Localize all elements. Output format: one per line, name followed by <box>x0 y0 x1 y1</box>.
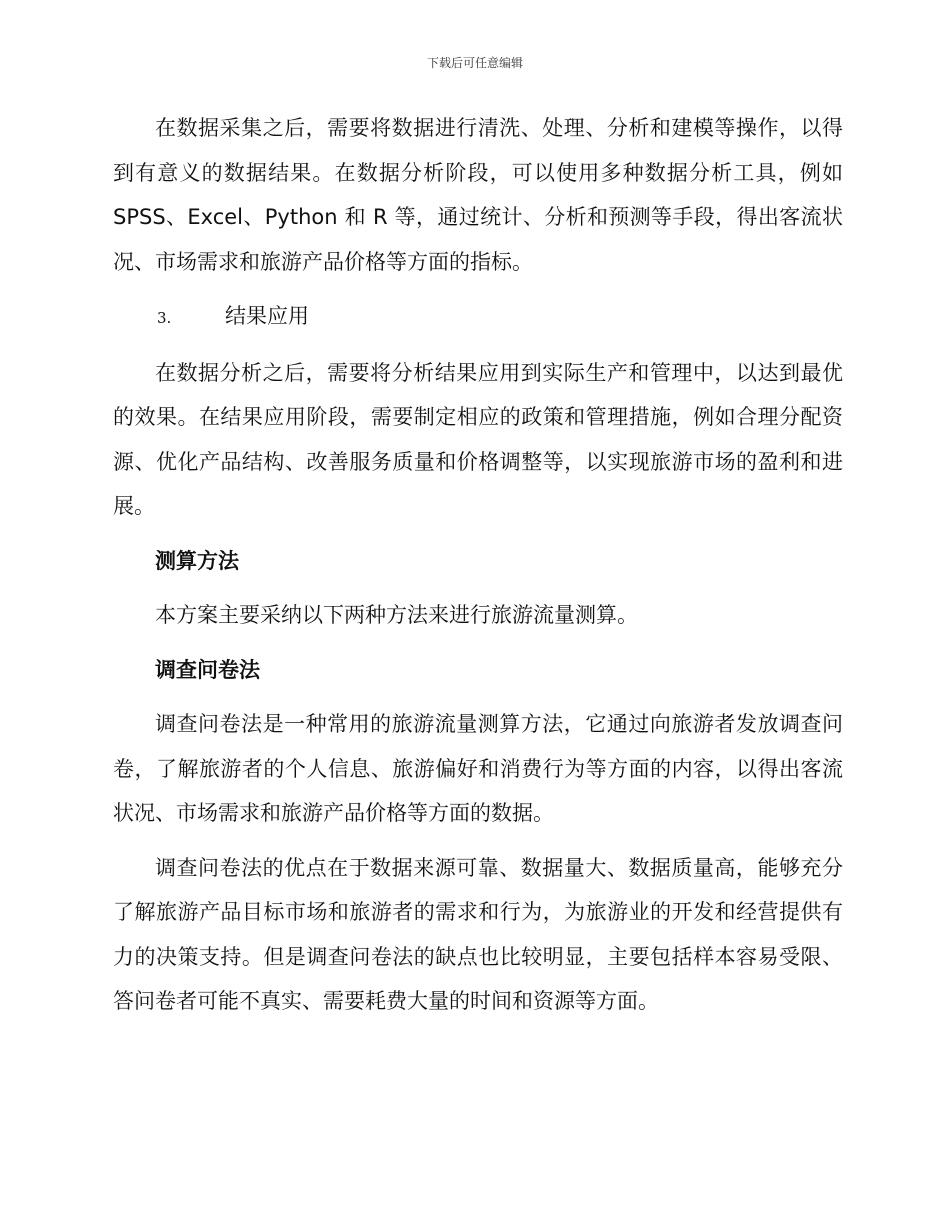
paragraph-result-application: 在数据分析之后，需要将分析结果应用到实际生产和管理中，以达到最优的效果。在结果应用阶段，需要制定相应的政策和管理措施，例如合理分配资源、优化产品结构、改善服务质量和价格调整等，以实现旅游市场的盈利和进展。 <box>113 360 843 518</box>
page-header: 下载后可任意编辑 <box>426 56 523 70</box>
paragraph-questionnaire-pros-cons: 调查问卷法的优点在于数据来源可靠、数据量大、数据质量高，能够充分了解旅游产品目标市场和旅游者的需求和行为，为旅游业的开发和经营提供有力的决策支持。但是调查问卷法的缺点也比较明显，主要包括样本容易受限、答问卷者可能不真实、需要耗费大量的时间和资源等方面。 <box>113 855 843 1013</box>
paragraph-methods-intro: 本方案主要采纳以下两种方法来进行旅游流量测算。 <box>155 603 638 627</box>
list-number: 3. <box>157 309 172 327</box>
paragraph-questionnaire-description: 调查问卷法是一种常用的旅游流量测算方法，它通过向旅游者发放调查问卷，了解旅游者的个人信息、旅游偏好和消费行为等方面的内容，以得出客流状况、市场需求和旅游产品价格等方面的数据。 <box>113 712 843 825</box>
heading-calculation-methods: 测算方法 <box>155 548 239 573</box>
document-body <box>113 106 843 1024</box>
list-item-result-application <box>113 294 843 341</box>
paragraph-data-analysis: 在数据采集之后，需要将数据进行清洗、处理、分析和建模等操作，以得到有意义的数据结果。在数据分析阶段，可以使用多种数据分析工具，例如 SPSS、Excel、Python 和 R 等，通过统计、分析和预测等手段，得出客流状况、市场需求和旅游产品价格等方面的指标。 <box>113 116 843 274</box>
list-item-label: 结果应用 <box>225 304 309 328</box>
heading-questionnaire-method: 调查问卷法 <box>155 657 260 682</box>
